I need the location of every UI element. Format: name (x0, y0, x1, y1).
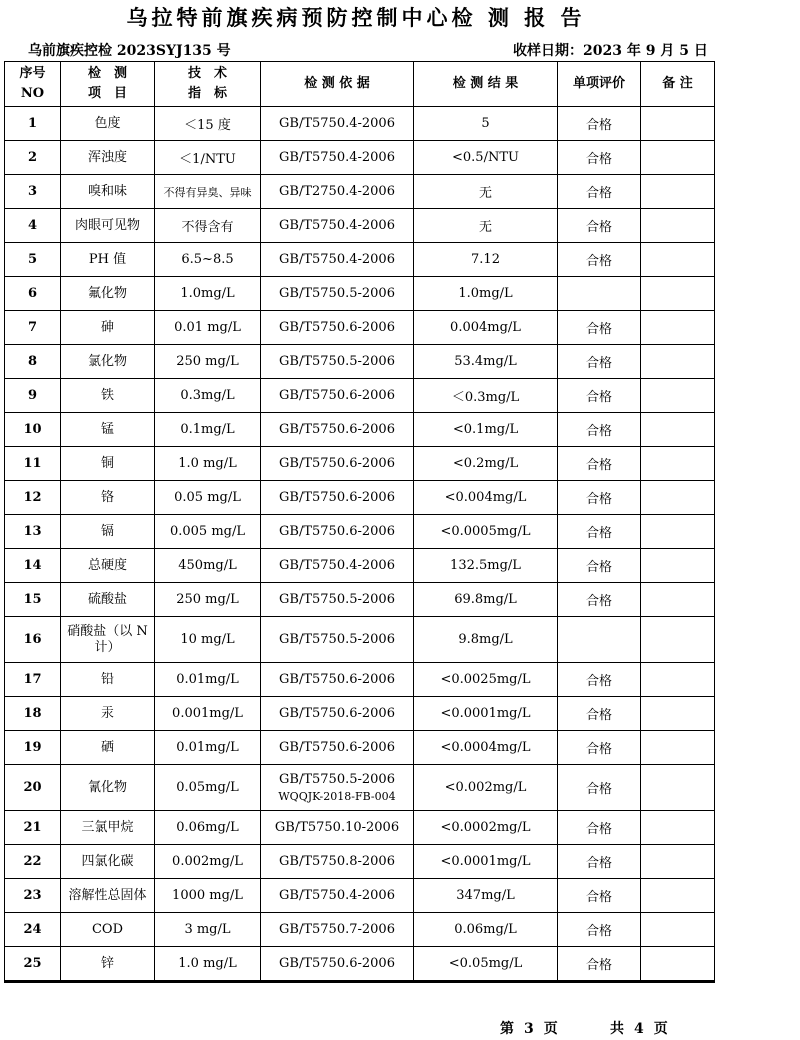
cell-result: <0.0004mg/L (414, 731, 558, 765)
cell-no: 25 (5, 947, 61, 982)
header-evaluation: 单项评价 (558, 62, 641, 107)
cell-basis (261, 765, 414, 811)
table-row (5, 617, 715, 663)
cell-no: 18 (5, 697, 61, 731)
cell-remark (641, 947, 715, 982)
report-number: 乌前旗疾控检 2023SYJ135 号 (28, 43, 231, 59)
cell-basis: GB/T5750.4-2006 (261, 243, 414, 277)
table-row (5, 549, 715, 583)
cell-evaluation: 合格 (558, 141, 641, 175)
cell-basis: GB/T5750.6-2006 (261, 481, 414, 515)
cell-no: 20 (5, 765, 61, 811)
cell-result: 无 (414, 209, 558, 243)
table-body (5, 107, 715, 982)
header-no: 序号 NO (5, 62, 61, 107)
cell-index: 0.05 mg/L (155, 481, 261, 515)
cell-evaluation: 合格 (558, 243, 641, 277)
cell-evaluation: 合格 (558, 845, 641, 879)
table-row (5, 663, 715, 697)
cell-index: 0.3mg/L (155, 379, 261, 413)
cell-remark (641, 583, 715, 617)
cell-basis: GB/T5750.6-2006 (261, 515, 414, 549)
cell-remark (641, 731, 715, 765)
sample-date: 收样日期：2023 年 9 月 5 日 (513, 43, 708, 59)
cell-basis: GB/T5750.4-2006 (261, 879, 414, 913)
header-basis: 检 测 依 据 (261, 62, 414, 107)
cell-item: 铜 (61, 447, 155, 481)
cell-item: 镉 (61, 515, 155, 549)
cell-index: 0.05mg/L (155, 765, 261, 811)
cell-basis: GB/T5750.4-2006 (261, 107, 414, 141)
cell-no: 1 (5, 107, 61, 141)
cell-basis: GB/T5750.6-2006 (261, 947, 414, 982)
cell-no: 3 (5, 175, 61, 209)
cell-result: <0.002mg/L (414, 765, 558, 811)
cell-evaluation: 合格 (558, 515, 641, 549)
table-row (5, 765, 715, 811)
report-title: 乌拉特前旗疾病预防控制中心检 测 报 告 (126, 5, 586, 30)
table-row (5, 277, 715, 311)
cell-item: PH 值 (61, 243, 155, 277)
cell-index: 0.06mg/L (155, 811, 261, 845)
cell-basis: GB/T2750.4-2006 (261, 175, 414, 209)
cell-evaluation: 合格 (558, 913, 641, 947)
cell-result: 5 (414, 107, 558, 141)
cell-basis: GB/T5750.6-2006 (261, 413, 414, 447)
cell-item: 锌 (61, 947, 155, 982)
cell-index: 250 mg/L (155, 583, 261, 617)
cell-index: 0.005 mg/L (155, 515, 261, 549)
cell-remark (641, 515, 715, 549)
cell-remark (641, 481, 715, 515)
cell-item: 溶解性总固体 (61, 879, 155, 913)
table-row (5, 879, 715, 913)
cell-result: 53.4mg/L (414, 345, 558, 379)
cell-remark (641, 845, 715, 879)
cell-result: <0.0005mg/L (414, 515, 558, 549)
cell-basis: GB/T5750.6-2006 (261, 663, 414, 697)
cell-remark (641, 913, 715, 947)
cell-evaluation (558, 617, 641, 663)
cell-basis: GB/T5750.6-2006 (261, 379, 414, 413)
cell-result: 69.8mg/L (414, 583, 558, 617)
header-item: 检 测 项 目 (61, 62, 155, 107)
cell-no: 2 (5, 141, 61, 175)
cell-basis: GB/T5750.4-2006 (261, 141, 414, 175)
cell-result: <0.0001mg/L (414, 845, 558, 879)
cell-result: <0.0025mg/L (414, 663, 558, 697)
cell-evaluation: 合格 (558, 947, 641, 982)
cell-item: 锰 (61, 413, 155, 447)
table-row (5, 515, 715, 549)
cell-item: 铅 (61, 663, 155, 697)
cell-basis: GB/T5750.6-2006 (261, 311, 414, 345)
cell-evaluation: 合格 (558, 663, 641, 697)
cell-remark (641, 311, 715, 345)
cell-evaluation (558, 277, 641, 311)
cell-remark (641, 243, 715, 277)
table-row (5, 947, 715, 982)
cell-result: 无 (414, 175, 558, 209)
cell-remark (641, 617, 715, 663)
cell-remark (641, 141, 715, 175)
cell-no: 10 (5, 413, 61, 447)
table-row (5, 175, 715, 209)
basis-secondary: WQQJK-2018-FB-004 (278, 789, 396, 803)
cell-result: <0.2mg/L (414, 447, 558, 481)
cell-remark (641, 697, 715, 731)
cell-remark (641, 765, 715, 811)
cell-item: 硒 (61, 731, 155, 765)
cell-no: 9 (5, 379, 61, 413)
cell-no: 4 (5, 209, 61, 243)
table-header-row (5, 62, 715, 107)
total-pages: 共 4 页 (610, 1021, 668, 1037)
cell-item: 氰化物 (61, 765, 155, 811)
header-index: 技 术 指 标 (155, 62, 261, 107)
cell-result: <0.1mg/L (414, 413, 558, 447)
cell-evaluation: 合格 (558, 345, 641, 379)
cell-index: 6.5~8.5 (155, 243, 261, 277)
table-row (5, 379, 715, 413)
cell-remark (641, 879, 715, 913)
cell-no: 16 (5, 617, 61, 663)
cell-index: 1000 mg/L (155, 879, 261, 913)
cell-no: 21 (5, 811, 61, 845)
cell-index: 不得含有 (155, 209, 261, 243)
table-row (5, 209, 715, 243)
cell-no: 12 (5, 481, 61, 515)
cell-evaluation: 合格 (558, 175, 641, 209)
cell-result: 9.8mg/L (414, 617, 558, 663)
cell-remark (641, 811, 715, 845)
cell-no: 11 (5, 447, 61, 481)
cell-evaluation: 合格 (558, 481, 641, 515)
cell-result: 0.06mg/L (414, 913, 558, 947)
cell-item: 铬 (61, 481, 155, 515)
cell-result: 7.12 (414, 243, 558, 277)
cell-basis: GB/T5750.4-2006 (261, 209, 414, 243)
cell-no: 7 (5, 311, 61, 345)
cell-basis: GB/T5750.6-2006 (261, 697, 414, 731)
cell-remark (641, 345, 715, 379)
cell-basis: GB/T5750.7-2006 (261, 913, 414, 947)
cell-evaluation: 合格 (558, 879, 641, 913)
cell-no: 14 (5, 549, 61, 583)
cell-no: 24 (5, 913, 61, 947)
basis-primary: GB/T5750.5-2006 (279, 771, 395, 787)
cell-basis: GB/T5750.5-2006 (261, 277, 414, 311)
cell-index: 450mg/L (155, 549, 261, 583)
table-row (5, 345, 715, 379)
cell-basis: GB/T5750.6-2006 (261, 447, 414, 481)
results-table (4, 61, 715, 983)
table-row (5, 811, 715, 845)
cell-item: 硝酸盐（以 N 计） (61, 617, 155, 663)
cell-item: 汞 (61, 697, 155, 731)
cell-item: COD (61, 913, 155, 947)
table-row (5, 845, 715, 879)
cell-evaluation: 合格 (558, 379, 641, 413)
cell-basis: GB/T5750.10-2006 (261, 811, 414, 845)
cell-remark (641, 663, 715, 697)
cell-result: 1.0mg/L (414, 277, 558, 311)
cell-result: 0.004mg/L (414, 311, 558, 345)
table-row (5, 731, 715, 765)
cell-index: 3 mg/L (155, 913, 261, 947)
cell-basis: GB/T5750.6-2006 (261, 731, 414, 765)
cell-item: 肉眼可见物 (61, 209, 155, 243)
cell-evaluation: 合格 (558, 107, 641, 141)
cell-no: 23 (5, 879, 61, 913)
cell-index: 不得有异臭、异味 (155, 175, 261, 209)
cell-evaluation: 合格 (558, 697, 641, 731)
cell-index: 0.1mg/L (155, 413, 261, 447)
cell-evaluation: 合格 (558, 209, 641, 243)
cell-evaluation: 合格 (558, 311, 641, 345)
cell-index: 0.01 mg/L (155, 311, 261, 345)
cell-item: 浑浊度 (61, 141, 155, 175)
cell-no: 8 (5, 345, 61, 379)
cell-result: <0.0001mg/L (414, 697, 558, 731)
table-row (5, 141, 715, 175)
cell-index: ＜1/NTU (155, 141, 261, 175)
table-row (5, 447, 715, 481)
cell-remark (641, 209, 715, 243)
header-remark: 备 注 (641, 62, 715, 107)
cell-no: 6 (5, 277, 61, 311)
cell-result: <0.0002mg/L (414, 811, 558, 845)
cell-result: <0.05mg/L (414, 947, 558, 982)
cell-item: 四氯化碳 (61, 845, 155, 879)
cell-basis: GB/T5750.4-2006 (261, 549, 414, 583)
table-row (5, 107, 715, 141)
cell-remark (641, 175, 715, 209)
cell-basis: GB/T5750.5-2006 (261, 345, 414, 379)
cell-item: 三氯甲烷 (61, 811, 155, 845)
cell-item: 铁 (61, 379, 155, 413)
cell-result: 347mg/L (414, 879, 558, 913)
cell-result: ＜0.3mg/L (414, 379, 558, 413)
cell-evaluation: 合格 (558, 447, 641, 481)
table-row (5, 583, 715, 617)
cell-result: <0.004mg/L (414, 481, 558, 515)
cell-index: 10 mg/L (155, 617, 261, 663)
cell-no: 17 (5, 663, 61, 697)
cell-remark (641, 277, 715, 311)
cell-remark (641, 447, 715, 481)
cell-evaluation: 合格 (558, 765, 641, 811)
cell-remark (641, 413, 715, 447)
page-indicator: 第 3 页 (500, 1021, 558, 1037)
cell-item: 总硬度 (61, 549, 155, 583)
cell-no: 13 (5, 515, 61, 549)
cell-item: 氟化物 (61, 277, 155, 311)
cell-index: 0.01mg/L (155, 731, 261, 765)
cell-item: 硫酸盐 (61, 583, 155, 617)
cell-evaluation: 合格 (558, 731, 641, 765)
header-result: 检 测 结 果 (414, 62, 558, 107)
cell-no: 19 (5, 731, 61, 765)
cell-no: 5 (5, 243, 61, 277)
cell-index: 0.01mg/L (155, 663, 261, 697)
cell-item: 砷 (61, 311, 155, 345)
table-row (5, 311, 715, 345)
table-row (5, 413, 715, 447)
cell-evaluation: 合格 (558, 413, 641, 447)
table-row (5, 913, 715, 947)
table-row (5, 697, 715, 731)
cell-remark (641, 379, 715, 413)
cell-index: 1.0 mg/L (155, 447, 261, 481)
cell-result: 132.5mg/L (414, 549, 558, 583)
table-row (5, 481, 715, 515)
cell-evaluation: 合格 (558, 549, 641, 583)
cell-index: ＜15 度 (155, 107, 261, 141)
cell-evaluation: 合格 (558, 811, 641, 845)
cell-index: 250 mg/L (155, 345, 261, 379)
cell-basis: GB/T5750.5-2006 (261, 583, 414, 617)
cell-no: 15 (5, 583, 61, 617)
cell-item: 嗅和味 (61, 175, 155, 209)
cell-result: <0.5/NTU (414, 141, 558, 175)
cell-index: 0.002mg/L (155, 845, 261, 879)
table-row (5, 243, 715, 277)
cell-remark (641, 107, 715, 141)
cell-evaluation: 合格 (558, 583, 641, 617)
cell-remark (641, 549, 715, 583)
cell-item: 色度 (61, 107, 155, 141)
cell-no: 22 (5, 845, 61, 879)
cell-basis: GB/T5750.5-2006 (261, 617, 414, 663)
cell-index: 1.0 mg/L (155, 947, 261, 982)
cell-basis: GB/T5750.8-2006 (261, 845, 414, 879)
cell-item: 氯化物 (61, 345, 155, 379)
cell-index: 0.001mg/L (155, 697, 261, 731)
cell-index: 1.0mg/L (155, 277, 261, 311)
